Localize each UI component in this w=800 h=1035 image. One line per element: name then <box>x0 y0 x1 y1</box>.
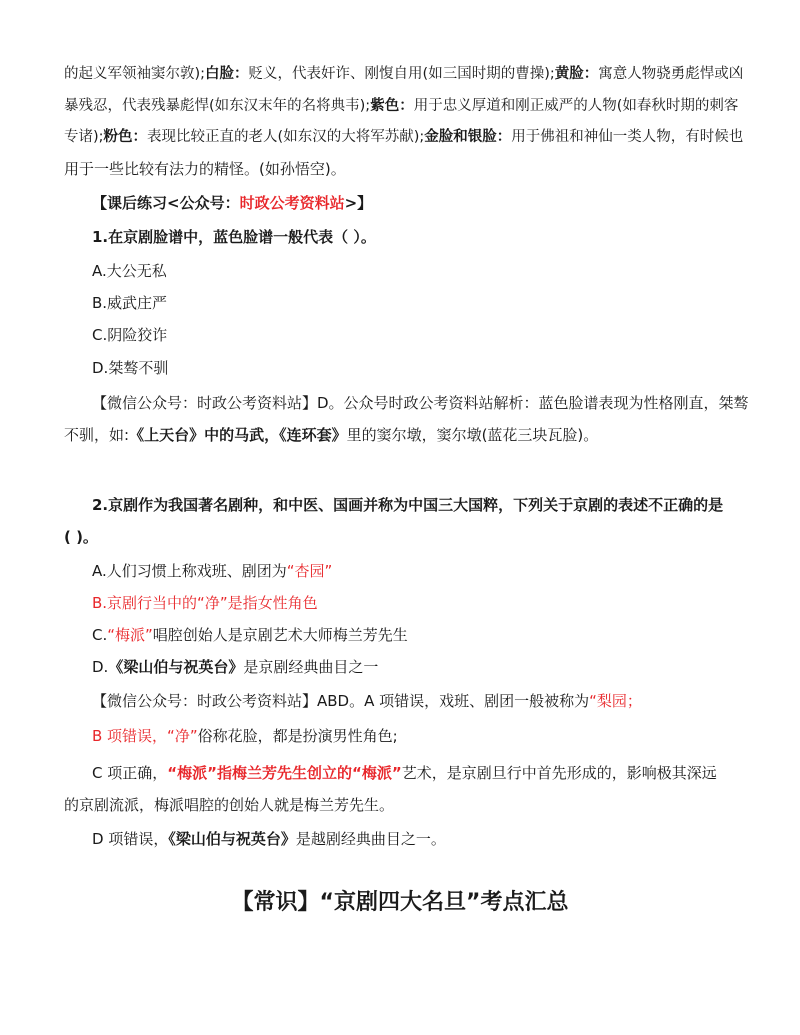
q2-stem-line-1: 2.京剧作为我国著名剧种，和中医、国画并称为中国三大国粹，下列关于京剧的表述不正确的是 <box>92 496 724 514</box>
intro-line-2: 暴残忍，代表残暴彪悍(如东汉末年的名将典韦);紫色：用于忠义厚道和刚正威严的人物(如春秋时期的刺客 <box>64 98 739 114</box>
q1-option-d: D.桀骜不驯 <box>92 359 169 377</box>
q2-answer-line-2: B 项错误，“净”俗称花脸，都是扮演男性角色; <box>92 727 398 745</box>
q2-option-d: D.《梁山伯与祝英台》是京剧经典曲目之一 <box>92 658 379 676</box>
section-heading: 【常识】“京剧四大名旦”考点汇总 <box>231 890 569 915</box>
q2-answer-line-5: D 项错误，《梁山伯与祝英台》是越剧经典曲目之一。 <box>92 830 446 848</box>
q2-answer-line-3: C 项正确，“梅派”指梅兰芳先生创立的“梅派”艺术，是京剧旦行中首先形成的，影响极其深远 <box>92 764 717 782</box>
q1-option-a: A.大公无私 <box>92 262 167 280</box>
intro-line-1: 的起义军领袖窦尔敦);白脸：贬义，代表奸诈、刚愎自用(如三国时期的曹操);黄脸：寓意人物骁勇彪悍或凶 <box>64 66 744 82</box>
practice-heading: 【课后练习<公众号：时政公考资料站>】 <box>92 194 373 212</box>
q1-option-c: C.阴险狡诈 <box>92 326 168 344</box>
q1-answer-line-1: 【微信公众号：时政公考资料站】D。公众号时政公考资料站解析：蓝色脸谱表现为性格刚直，桀骜 <box>92 394 749 412</box>
intro-line-4: 用于一些比较有法力的精怪。(如孙悟空)。 <box>64 160 346 178</box>
q2-answer-line-1: 【微信公众号：时政公考资料站】ABD。A 项错误，戏班、剧团一般被称为“梨园； <box>92 692 642 710</box>
q2-option-b: B.京剧行当中的“净”是指女性角色 <box>92 594 318 612</box>
q2-option-a: A.人们习惯上称戏班、剧团为“杏园” <box>92 562 333 580</box>
q2-answer-line-4: 的京剧流派，梅派唱腔的创始人就是梅兰芳先生。 <box>64 796 395 814</box>
q1-option-b: B.威武庄严 <box>92 294 168 312</box>
q1-stem: 1.在京剧脸谱中，蓝色脸谱一般代表（ ）。 <box>92 228 376 246</box>
intro-line-3: 专诸);粉色：表现比较正直的老人(如东汉的大将军苏献);金脸和银脸：用于佛祖和神仙一类人物，有时候也 <box>64 129 744 145</box>
q1-answer-line-2: 不驯，如:《上天台》中的马武，《连环套》里的窦尔墩，窦尔墩(蓝花三块瓦脸)。 <box>64 426 599 444</box>
q2-stem-line-2: ( )。 <box>64 528 98 546</box>
q2-option-c: C.“梅派”唱腔创始人是京剧艺术大师梅兰芳先生 <box>92 626 408 644</box>
